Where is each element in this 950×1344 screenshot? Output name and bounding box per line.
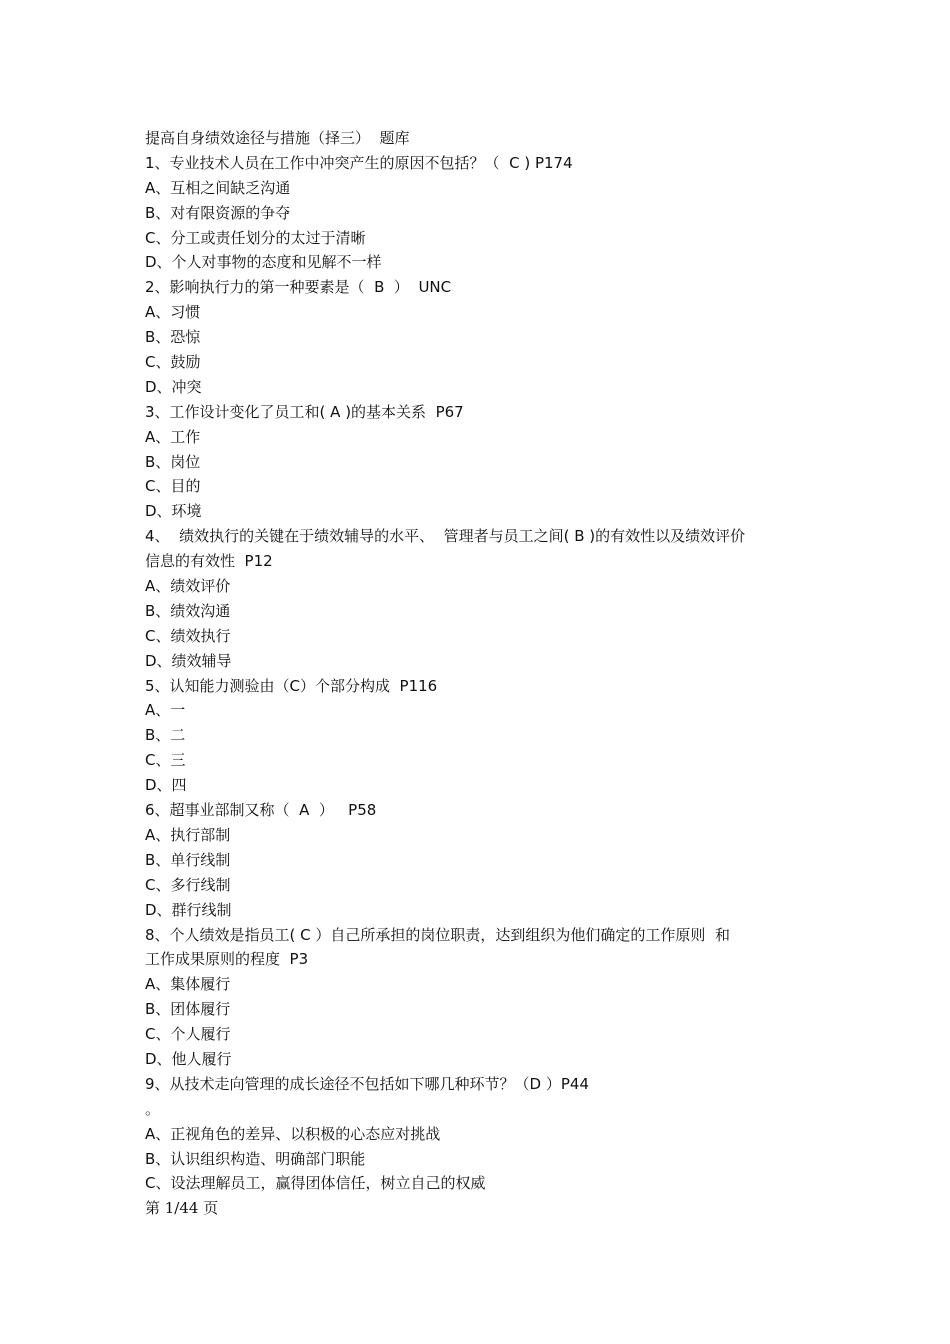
question-9: 9、从技术走向管理的成长途径不包括如下哪几种环节？（D ）P44 xyxy=(145,1074,589,1093)
question-8: 8、个人绩效是指员工( C ）自己所承担的岗位职责，达到组织为他们确定的工作原则 和 xyxy=(145,925,730,944)
option-line: B、团体履行 xyxy=(145,1000,231,1019)
option-line: C、目的 xyxy=(145,477,201,496)
question-text-body xyxy=(145,126,825,1196)
option-line: A、绩效评价 xyxy=(145,577,231,596)
question-4: 4、 绩效执行的关键在于绩效辅导的水平、 管理者与员工之间( B )的有效性以及绩效评价 xyxy=(145,527,746,546)
stray-punctuation: 。 xyxy=(145,1099,161,1118)
option-line: A、习惯 xyxy=(145,303,201,322)
option-line: A、执行部制 xyxy=(145,825,231,844)
option-line: A、工作 xyxy=(145,427,201,446)
question-2: 2、影响执行力的第一种要素是（ B ） UNC xyxy=(145,278,452,297)
option-line: B、二 xyxy=(145,726,186,745)
option-line: D、群行线制 xyxy=(145,900,232,919)
option-line: C、鼓励 xyxy=(145,353,201,372)
option-line: B、单行线制 xyxy=(145,850,231,869)
option-line: A、正视角色的差异、以积极的心态应对挑战 xyxy=(145,1124,441,1143)
question-8-continued: 工作成果原则的程度 P3 xyxy=(145,950,309,969)
question-1: 1、专业技术人员在工作中冲突产生的原因不包括？（ C ) P174 xyxy=(145,153,573,172)
question-3: 3、工作设计变化了员工和( A )的基本关系 P67 xyxy=(145,402,464,421)
page-number: 第 1/44 页 xyxy=(145,1199,219,1217)
question-5: 5、认知能力测验由（C）个部分构成 P116 xyxy=(145,676,438,695)
option-line: C、个人履行 xyxy=(145,1025,231,1044)
question-6: 6、超事业部制又称（ A ） P58 xyxy=(145,801,377,820)
option-line: B、恐惊 xyxy=(145,328,201,347)
document-title: 提高自身绩效途径与措施（择三） 题库 xyxy=(145,129,410,147)
option-line: B、岗位 xyxy=(145,452,201,471)
option-line: D、冲突 xyxy=(145,377,202,396)
option-line: C、分工或责任划分的太过于清晰 xyxy=(145,228,366,247)
option-line: D、四 xyxy=(145,776,187,795)
option-line: D、他人履行 xyxy=(145,1049,232,1068)
option-line: B、绩效沟通 xyxy=(145,601,231,620)
option-line: B、认识组织构造、明确部门职能 xyxy=(145,1149,366,1168)
option-line: C、设法理解员工，赢得团体信任，树立自己的权威 xyxy=(145,1174,486,1193)
option-line: C、三 xyxy=(145,751,186,770)
option-line: C、多行线制 xyxy=(145,875,231,894)
question-4-continued: 信息的有效性 P12 xyxy=(145,552,273,571)
option-line: D、个人对事物的态度和见解不一样 xyxy=(145,253,382,272)
option-line: A、集体履行 xyxy=(145,975,231,994)
option-line: D、环境 xyxy=(145,502,202,521)
option-line: A、一 xyxy=(145,701,186,720)
option-line: B、对有限资源的争夺 xyxy=(145,203,291,222)
option-line: C、绩效执行 xyxy=(145,626,231,645)
option-line: A、互相之间缺乏沟通 xyxy=(145,178,291,197)
option-line: D、绩效辅导 xyxy=(145,651,232,670)
